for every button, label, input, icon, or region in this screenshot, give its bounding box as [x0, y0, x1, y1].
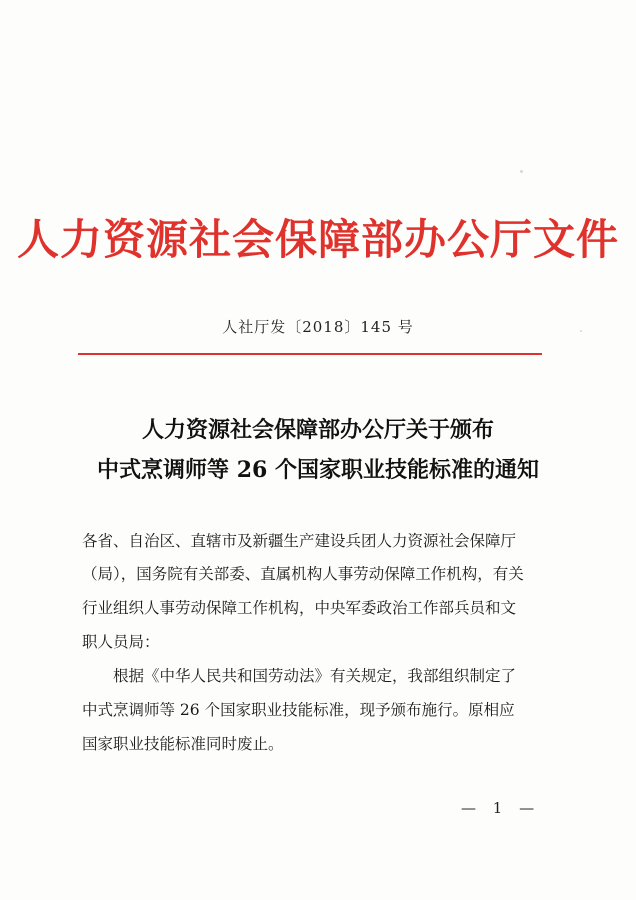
body-line-6: 中式烹调师等 26 个国家职业技能标准，现予颁布施行。原相应 [82, 701, 515, 719]
body-line-7: 国家职业技能标准同时废止。 [82, 735, 284, 753]
notice-title-line-1: 人力资源社会保障部办公厅关于颁布 [141, 417, 494, 443]
page-number: — 1 — [461, 799, 541, 817]
body-line-3: 行业组织人事劳动保障工作机构，中央军委政治工作部兵员和文 [82, 599, 517, 617]
issuer-header-title: 人力资源社会保障部办公厅文件 [16, 215, 619, 264]
body-line-2: （局），国务院有关部委、直属机构人事劳动保障工作机构，有关 [82, 565, 524, 583]
notice-title-line-2: 中式烹调师等 26 个国家职业技能标准的通知 [97, 457, 539, 483]
body-line-4: 职人员局： [82, 633, 160, 651]
document-number: 人社厅发〔2018〕145 号 [222, 318, 414, 336]
scan-speck [520, 170, 523, 173]
body-line-1: 各省、自治区、直辖市及新疆生产建设兵团人力资源社会保障厅 [82, 532, 517, 550]
body-line-5: 根据《中华人民共和国劳动法》有关规定，我部组织制定了 [82, 667, 517, 685]
red-divider-line [78, 353, 542, 355]
